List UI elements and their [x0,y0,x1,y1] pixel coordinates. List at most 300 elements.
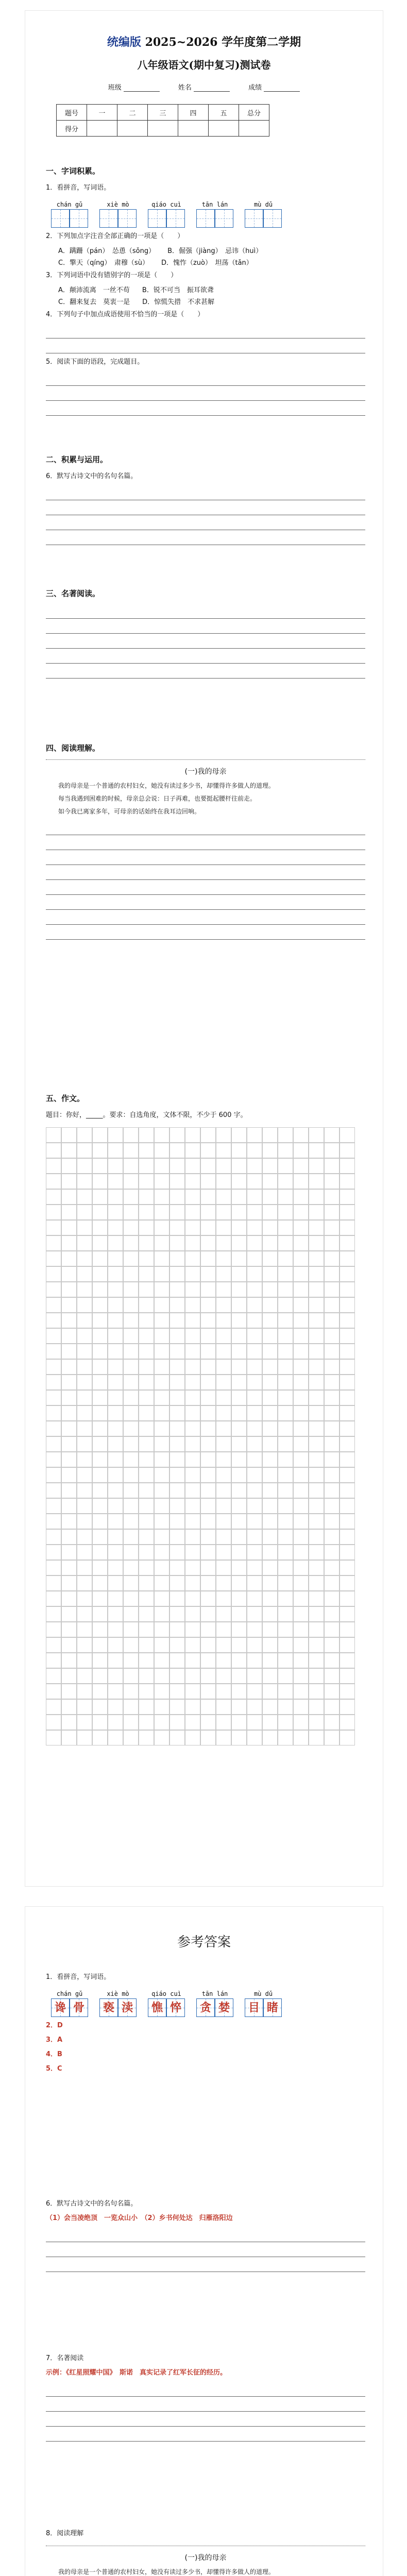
grid-cell [46,1220,61,1235]
grid-cell [216,1297,231,1313]
grid-cell [247,1715,262,1730]
grid-cell [262,1467,278,1483]
grid-cell [61,1205,77,1220]
grid-cell [92,1421,108,1436]
grid-cell [278,1344,293,1359]
grid-cell [169,1158,185,1174]
grid-cell [324,1436,340,1452]
answer-char: 亵 [103,2001,114,2014]
grid-cell [324,1127,340,1143]
answer-char: 憔 [151,2001,163,2014]
grid-cell [231,1174,247,1189]
grid-cell [46,1405,61,1421]
grid-cell [278,1328,293,1344]
grid-cell [77,1514,92,1529]
option-c[interactable]: C．翻来复去 莫衷一是 [58,298,130,306]
grid-cell [309,1251,324,1266]
grid-cell [247,1436,262,1452]
grid-cell [154,1637,169,1653]
tian-cell[interactable] [215,209,233,228]
grid-cell [231,1653,247,1668]
grid-cell [324,1715,340,1730]
grid-cell [262,1328,278,1344]
grid-cell [46,1421,61,1436]
grid-cell [77,1653,92,1668]
grid-cell [123,1127,139,1143]
grid-cell [169,1189,185,1205]
grid-cell [108,1344,123,1359]
grid-cell [139,1730,154,1745]
section-title: 三、名著阅读。 [46,589,100,598]
tian-cell [148,1998,166,2017]
score-cell[interactable] [148,121,178,137]
option-d[interactable]: D．愧怍（zuò） 坦荡（tǎn） [161,259,253,267]
grid-cell [61,1127,77,1143]
grid-cell [216,1529,231,1545]
grid-cell [123,1390,139,1405]
score-table-header-row [57,105,269,121]
option-a[interactable]: A．颠沛流离 一丝不苟 [58,286,130,294]
grid-cell [293,1467,309,1483]
score-col-5: 五 [209,105,239,121]
answer-section-classics [46,2350,365,2443]
grid-cell [185,1483,200,1498]
grid-cell [293,1529,309,1545]
grid-cell [340,1421,355,1436]
essay-grid-paper[interactable] [46,1127,365,1745]
grid-cell [92,1390,108,1405]
grid-cell [46,1282,61,1297]
grid-cell [77,1529,92,1545]
grid-cell [262,1452,278,1467]
grid-cell [92,1127,108,1143]
grid-cell [231,1313,247,1328]
grid-cell [46,1390,61,1405]
grid-cell [262,1622,278,1637]
grid-cell [324,1205,340,1220]
grid-cell [139,1313,154,1328]
name-field[interactable]: 姓名 [178,82,230,92]
option-d[interactable]: D．惊慌失措 不求甚解 [142,298,215,306]
grid-cell [231,1514,247,1529]
grid-cell [231,1189,247,1205]
grid-cell [154,1699,169,1715]
grid-cell [185,1375,200,1390]
grid-cell [77,1235,92,1251]
grid-cell [293,1715,309,1730]
answer-3: 3．A [46,2036,63,2044]
grid-cell [293,1730,309,1745]
grid-cell [324,1158,340,1174]
grid-cell [185,1251,200,1266]
grid-cell [46,1653,61,1668]
grid-cell [169,1235,185,1251]
grid-cell [309,1220,324,1235]
grid-cell [92,1684,108,1699]
grid-cell [77,1637,92,1653]
grid-cell [200,1421,216,1436]
grid-cell [123,1344,139,1359]
grid-cell [200,1545,216,1560]
grid-cell [216,1189,231,1205]
grid-cell [309,1715,324,1730]
grid-cell [154,1560,169,1575]
option-a[interactable]: A．蹒跚（pán） 怂恿（sǒng） [58,247,156,255]
answer-6-head: 6．默写古诗文中的名句名篇。 [46,2200,138,2208]
grid-cell [61,1282,77,1297]
grid-cell [200,1390,216,1405]
grid-cell [200,1715,216,1730]
grid-cell [293,1143,309,1158]
grid-cell [77,1297,92,1313]
grid-cell [200,1452,216,1467]
grid-cell [139,1483,154,1498]
grid-cell [262,1653,278,1668]
grid-cell [108,1730,123,1745]
grid-cell [278,1359,293,1375]
grid-cell [61,1174,77,1189]
grid-cell [169,1653,185,1668]
grid-cell [293,1560,309,1575]
answer-char: 婪 [218,2001,230,2014]
grid-cell [216,1313,231,1328]
grid-cell [77,1313,92,1328]
grid-cell [123,1235,139,1251]
tian-cell[interactable] [263,209,282,228]
grid-cell [231,1205,247,1220]
grid-cell [169,1730,185,1745]
grid-cell [231,1436,247,1452]
grid-cell [185,1143,200,1158]
grid-cell [77,1606,92,1622]
grid-cell [200,1359,216,1375]
grid-cell [278,1560,293,1575]
grid-cell [92,1282,108,1297]
grid-cell [123,1591,139,1606]
tian-cell[interactable] [245,209,263,228]
grid-cell [169,1282,185,1297]
grid-cell [340,1143,355,1158]
grid-cell [216,1390,231,1405]
grid-cell [231,1591,247,1606]
grid-cell [262,1668,278,1684]
grid-cell [278,1220,293,1235]
grid-cell [108,1359,123,1375]
grid-cell [247,1514,262,1529]
grid-cell [293,1375,309,1390]
grid-cell [231,1297,247,1313]
pinyin-item [99,201,137,228]
question-2-stem: 2．下列加点字注音全部正确的一项是（ ） [46,232,184,240]
grid-cell [340,1313,355,1328]
grid-cell [340,1467,355,1483]
grid-cell [309,1205,324,1220]
grid-cell [139,1282,154,1297]
grid-cell [169,1220,185,1235]
grid-cell [92,1158,108,1174]
grid-cell [61,1235,77,1251]
answer-7-text: 示例：《红星照耀中国》 斯诺 真实记录了红军长征的经历。 [46,2369,227,2377]
grid-cell [216,1421,231,1436]
tian-cell [70,1998,88,2017]
grid-cell [216,1560,231,1575]
grid-cell [262,1575,278,1591]
grid-cell [324,1328,340,1344]
grid-cell [324,1390,340,1405]
grid-cell [293,1545,309,1560]
tian-cell[interactable] [51,209,70,228]
option-b[interactable]: B．锐不可当 振耳欲聋 [142,286,214,294]
grid-cell [324,1483,340,1498]
grid-cell [154,1266,169,1282]
grid-cell [61,1405,77,1421]
grid-cell [200,1653,216,1668]
tian-cell[interactable] [196,209,215,228]
grid-cell [139,1699,154,1715]
grid-cell [216,1684,231,1699]
grid-cell [216,1514,231,1529]
grid-cell [324,1637,340,1653]
grid-cell [123,1313,139,1328]
grid-cell [324,1591,340,1606]
grid-cell [92,1483,108,1498]
pinyin-label: qiáo cuì [151,201,181,208]
grid-cell [154,1282,169,1297]
grid-cell [61,1220,77,1235]
grid-cell [185,1498,200,1514]
grid-cell [324,1529,340,1545]
grid-cell [169,1684,185,1699]
grid-cell [231,1606,247,1622]
grid-cell [139,1575,154,1591]
grid-cell [61,1467,77,1483]
grid-cell [247,1405,262,1421]
grid-cell [309,1545,324,1560]
grid-cell [216,1127,231,1143]
grid-cell [262,1313,278,1328]
grid-cell [340,1158,355,1174]
score-table-value-row [57,121,269,137]
grid-cell [108,1699,123,1715]
grid-cell [216,1545,231,1560]
exam-title [25,33,383,49]
grid-cell [324,1653,340,1668]
answer-1-head: 1．看拼音，写词语。 [46,1973,111,1981]
grid-cell [169,1637,185,1653]
grid-cell [324,1668,340,1684]
grid-cell [108,1282,123,1297]
grid-cell [46,1344,61,1359]
score-cell[interactable] [178,121,209,137]
grid-cell [169,1699,185,1715]
grid-cell [200,1313,216,1328]
grid-cell [216,1344,231,1359]
grid-cell [278,1452,293,1467]
option-c[interactable]: C．擎天（qíng） 肃穆（sù） [58,259,149,267]
grid-cell [123,1158,139,1174]
grid-cell [77,1359,92,1375]
answer-lines[interactable] [46,821,365,940]
grid-cell [278,1483,293,1498]
grid-cell [185,1328,200,1344]
grid-cell [61,1591,77,1606]
grid-cell [293,1235,309,1251]
grid-cell [139,1174,154,1189]
tian-cell [215,1998,233,2017]
grid-cell [139,1668,154,1684]
grid-cell [123,1297,139,1313]
reading-paragraph: 每当我遇到困难的时候，母亲总会说：日子再难，也要挺起腰杆往前走。 [58,795,257,802]
grid-cell [324,1560,340,1575]
grid-cell [185,1575,200,1591]
grid-cell [247,1174,262,1189]
grid-cell [169,1375,185,1390]
grid-cell [77,1220,92,1235]
score-col-0: 题号 [57,105,87,121]
answer-char: 谗 [54,2001,66,2014]
tian-cell[interactable] [166,209,185,228]
grid-cell [231,1560,247,1575]
grid-cell [46,1545,61,1560]
grid-cell [231,1266,247,1282]
grid-cell [293,1390,309,1405]
grid-cell [216,1715,231,1730]
grid-cell [77,1483,92,1498]
score-field[interactable]: 成绩 [248,82,300,92]
grid-cell [154,1421,169,1436]
answer-section-accumulation [46,2195,365,2273]
grid-cell [154,1174,169,1189]
answer-lines[interactable] [46,372,365,416]
score-cell[interactable] [117,121,148,137]
grid-cell [293,1251,309,1266]
score-cell[interactable] [239,121,269,137]
score-col-2: 二 [117,105,148,121]
grid-cell [108,1653,123,1668]
grid-cell [123,1421,139,1436]
grid-cell [77,1205,92,1220]
grid-cell [139,1715,154,1730]
grid-cell [309,1436,324,1452]
grid-cell [139,1297,154,1313]
grid-cell [92,1189,108,1205]
pinyin-item [148,201,185,228]
grid-cell [77,1405,92,1421]
question-6-stem: 6．默写古诗文中的名句名篇。 [46,472,138,480]
grid-cell [46,1483,61,1498]
divider [46,759,365,760]
grid-cell [324,1359,340,1375]
grid-cell [169,1529,185,1545]
grid-cell [169,1143,185,1158]
grid-cell [61,1514,77,1529]
grid-cell [324,1545,340,1560]
grid-cell [46,1158,61,1174]
grid-cell [61,1699,77,1715]
grid-cell [247,1359,262,1375]
class-field[interactable]: 班级 [108,82,160,92]
grid-cell [278,1436,293,1452]
grid-cell [293,1483,309,1498]
grid-cell [262,1699,278,1715]
grid-cell [200,1483,216,1498]
grid-cell [278,1282,293,1297]
grid-cell [108,1143,123,1158]
grid-cell [185,1359,200,1375]
grid-cell [216,1467,231,1483]
grid-cell [108,1251,123,1266]
grid-cell [169,1668,185,1684]
score-cell[interactable] [209,121,239,137]
grid-cell [185,1282,200,1297]
grid-cell [278,1730,293,1745]
grid-cell [123,1189,139,1205]
answer-lines [46,2383,365,2442]
grid-cell [278,1591,293,1606]
grid-cell [200,1637,216,1653]
grid-cell [231,1282,247,1297]
grid-cell [61,1143,77,1158]
grid-cell [309,1498,324,1514]
answer-pinyin-item [51,1990,88,2017]
grid-cell [247,1529,262,1545]
grid-cell [309,1452,324,1467]
grid-cell [169,1452,185,1467]
grid-cell [139,1158,154,1174]
grid-cell [340,1483,355,1498]
tian-cell[interactable] [118,209,137,228]
grid-cell [185,1127,200,1143]
answer-lines[interactable] [46,605,365,679]
score-cell[interactable] [87,121,117,137]
grid-cell [216,1483,231,1498]
grid-cell [46,1452,61,1467]
question-3-options [58,284,365,294]
grid-cell [139,1591,154,1606]
option-b[interactable]: B．倔强（jiàng） 忌讳（huì） [167,247,263,255]
grid-cell [247,1421,262,1436]
grid-cell [154,1730,169,1745]
grid-cell [293,1514,309,1529]
grid-cell [123,1529,139,1545]
answer-pinyin-row [51,1990,365,2017]
grid-cell [108,1452,123,1467]
grid-cell [77,1344,92,1359]
grid-cell [77,1467,92,1483]
answer-lines[interactable] [46,486,365,545]
grid-cell [262,1235,278,1251]
grid-cell [200,1127,216,1143]
tian-cell[interactable] [70,209,88,228]
grid-cell [123,1220,139,1235]
grid-cell [46,1498,61,1514]
grid-cell [154,1405,169,1421]
tian-cell[interactable] [99,209,118,228]
grid-cell [309,1560,324,1575]
grid-cell [200,1668,216,1684]
grid-cell [231,1699,247,1715]
answer-lines[interactable] [46,325,365,353]
grid-cell [154,1251,169,1266]
pinyin-label: tān lán [201,201,228,208]
grid-cell [309,1375,324,1390]
grid-cell [340,1591,355,1606]
grid-cell [61,1251,77,1266]
grid-cell [216,1653,231,1668]
student-info-row [25,82,383,92]
grid-cell [340,1297,355,1313]
tian-cell[interactable] [148,209,166,228]
